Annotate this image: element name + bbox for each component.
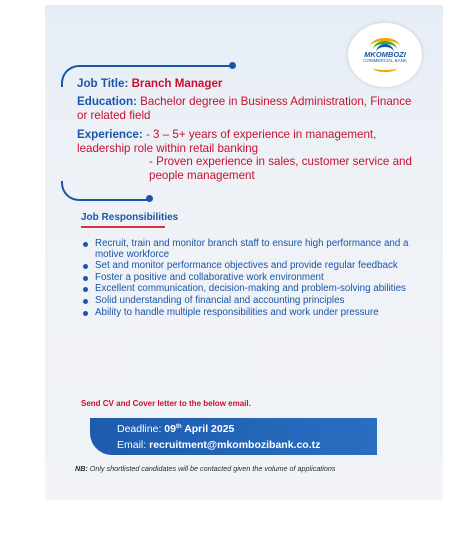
email-line [117, 439, 320, 451]
bracket-dot-bottom [146, 195, 153, 202]
list-item: Excellent communication, decision-making and problem-solving abilities [81, 284, 411, 295]
list-item: Foster a positive and collaborative work environment [81, 273, 411, 284]
list-item: Recruit, train and monitor branch staff to ensure high performance and a motive workforce [81, 239, 411, 260]
experience-label: Experience: [77, 128, 143, 141]
experience-line-1: - 3 – 5+ years of experience in management, leadership role within retail banking [77, 128, 377, 155]
education-line [77, 95, 417, 122]
footnote-label: NB: [75, 464, 88, 473]
logo-name: MKOMBOZI [364, 49, 406, 59]
deadline-label: Deadline: [117, 423, 162, 435]
application-instruction: Send CV and Cover letter to the below email. [81, 399, 251, 408]
bracket-dot-top [229, 62, 236, 69]
job-advert-poster [45, 5, 443, 500]
logo-swoosh-icon [373, 64, 397, 72]
heading-underline [81, 226, 165, 228]
logo-subtitle: COMMERCIAL BANK [363, 58, 407, 64]
deadline-line [117, 423, 234, 435]
footnote-text: Only shortlisted candidates will be contacted given the volume of applications [89, 464, 336, 473]
education-label: Education: [77, 95, 137, 108]
list-item: Set and monitor performance objectives and provide regular feedback [81, 261, 411, 272]
logo-arcs-icon [370, 38, 400, 50]
responsibilities-list [81, 239, 411, 319]
decorative-bracket-bottom [61, 181, 149, 201]
deadline-date: 09th April 2025 [164, 423, 235, 435]
job-title-label: Job Title: [77, 77, 129, 90]
email-address[interactable]: recruitment@mkombozibank.co.tz [149, 439, 321, 451]
email-label: Email: [117, 439, 147, 451]
list-item: Solid understanding of financial and accounting principles [81, 296, 411, 307]
footnote [75, 464, 336, 473]
list-item: Ability to handle multiple responsibilities and work under pressure [81, 308, 411, 319]
job-title-line [77, 77, 417, 91]
job-title-value: Branch Manager [131, 77, 223, 90]
experience-line-2: - Proven experience in sales, customer service and people management [149, 155, 412, 182]
experience-block [77, 128, 417, 182]
education-value: Bachelor degree in Business Administration, Finance or related field [77, 95, 412, 122]
responsibilities-heading: Job Responsibilities [81, 212, 179, 223]
